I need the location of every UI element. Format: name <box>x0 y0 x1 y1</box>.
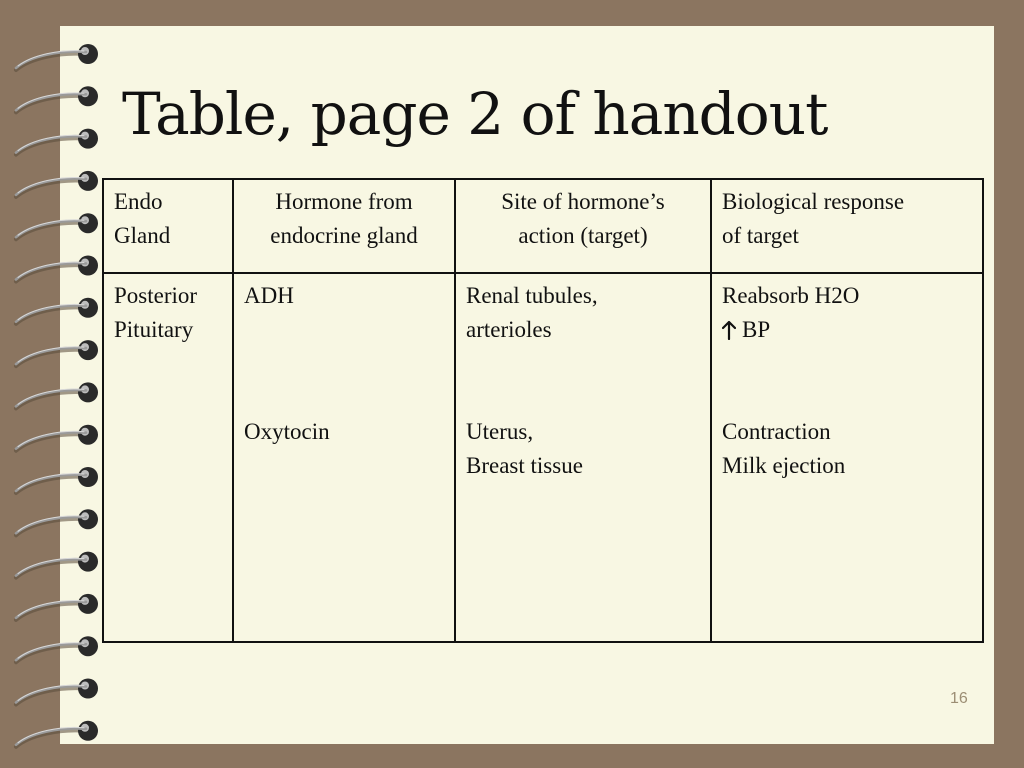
spiral-ring-icon <box>16 171 98 197</box>
header-endo-gland <box>103 179 233 273</box>
spiral-ring-icon <box>16 298 98 324</box>
cell-spacer <box>466 347 700 415</box>
cell-hormone <box>233 273 455 642</box>
cell-text: arterioles <box>466 317 552 342</box>
cell-text: Breast tissue <box>466 453 583 478</box>
cell-text: ADH <box>244 283 294 308</box>
spiral-ring-icon <box>16 425 98 451</box>
spiral-ring-icon <box>16 552 98 578</box>
header-text: endocrine gland <box>270 223 418 248</box>
spiral-ring-icon <box>16 636 98 662</box>
header-text: Biological response <box>722 189 905 214</box>
table-header-row <box>103 179 983 273</box>
cell-spacer <box>722 347 972 415</box>
cell-site <box>455 273 711 642</box>
header-site <box>455 179 711 273</box>
spiral-ring-icon <box>16 679 98 705</box>
table-row <box>103 273 983 642</box>
spiral-ring-icon <box>16 467 98 493</box>
cell-text: BP <box>742 317 771 342</box>
spiral-ring-icon <box>16 256 98 282</box>
cell-text: Uterus, <box>466 419 534 444</box>
header-text: Gland <box>114 223 171 248</box>
spiral-ring-icon <box>16 721 98 747</box>
spiral-ring-icon <box>16 594 98 620</box>
cell-text: Posterior <box>114 283 198 308</box>
spiral-ring-icon <box>16 86 98 112</box>
cell-spacer <box>244 313 444 347</box>
cell-text: Reabsorb H2O <box>722 283 860 308</box>
header-response <box>711 179 983 273</box>
cell-text: Renal tubules, <box>466 283 598 308</box>
spiral-binding <box>0 0 110 768</box>
spiral-ring-icon <box>16 382 98 408</box>
cell-text: Pituitary <box>114 317 194 342</box>
cell-response <box>711 273 983 642</box>
page-title: Table, page 2 of handout <box>122 80 828 148</box>
spiral-ring-icon <box>16 213 98 239</box>
spiral-ring-icon <box>16 340 98 366</box>
cell-gland <box>103 273 233 642</box>
header-text: Endo <box>114 189 163 214</box>
header-text: action (target) <box>518 223 648 248</box>
up-arrow-icon <box>722 320 736 340</box>
header-hormone <box>233 179 455 273</box>
cell-increase-line <box>722 313 972 347</box>
cell-text: Oxytocin <box>244 419 330 444</box>
cell-text: Milk ejection <box>722 453 846 478</box>
spiral-ring-icon <box>16 44 98 70</box>
page-number: 16 <box>950 690 968 707</box>
spiral-ring-icon <box>16 129 98 155</box>
header-text: of target <box>722 223 799 248</box>
header-text: Hormone from <box>275 189 413 214</box>
header-text: Site of hormone’s <box>501 189 665 214</box>
cell-spacer <box>244 347 444 415</box>
spiral-ring-icon <box>16 509 98 535</box>
cell-text: Contraction <box>722 419 831 444</box>
hormone-table <box>102 178 984 643</box>
